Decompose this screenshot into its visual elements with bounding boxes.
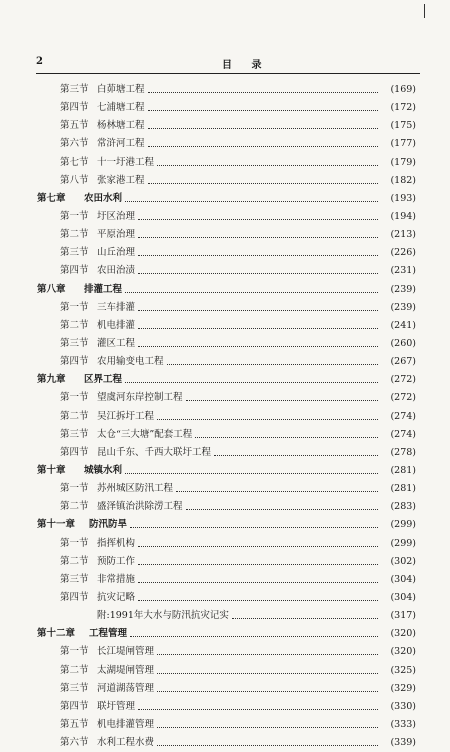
entry-title: 平原治理: [97, 229, 136, 241]
entry-title: 盛泽镇治洪除涝工程: [97, 501, 183, 513]
entry-number: 第一节: [60, 301, 89, 313]
entry-page-number: (272): [390, 392, 416, 404]
entry-page-number: (320): [390, 646, 416, 658]
entry-number: 第六节: [60, 737, 89, 749]
entry-number: 第三节: [60, 84, 89, 95]
entry-title: 河道湖荡管理: [97, 682, 155, 694]
entry-page-number: (226): [390, 247, 416, 259]
entry-page-number: (281): [390, 483, 416, 495]
dot-leader: [157, 745, 378, 746]
entry-page-number: (239): [390, 301, 416, 313]
entry-number: 第八节: [60, 174, 89, 186]
entry-title: 排灌工程: [84, 283, 123, 295]
toc-chapter-entry[interactable]: [0, 281, 450, 299]
entry-title: 联圩管理: [97, 700, 136, 712]
dot-leader: [157, 691, 378, 692]
entry-page-number: (241): [390, 319, 416, 331]
entry-page-number: (172): [390, 102, 416, 114]
toc-section-entry[interactable]: [0, 571, 450, 589]
entry-number: 第十二章: [37, 628, 76, 640]
dot-leader: [157, 673, 378, 674]
entry-title: 杨林塘工程: [97, 120, 145, 132]
toc-section-entry[interactable]: [0, 553, 450, 571]
dot-leader: [125, 292, 378, 293]
entry-page-number: (267): [390, 356, 416, 368]
page-header: [36, 56, 420, 70]
entry-page-number: (274): [390, 410, 416, 422]
toc-chapter-entry[interactable]: [0, 190, 450, 208]
dot-leader: [138, 255, 378, 256]
dot-leader: [138, 273, 378, 274]
entry-page-number: (175): [390, 120, 416, 132]
dot-leader: [125, 382, 378, 383]
entry-title: 山丘治理: [97, 247, 136, 259]
page-title: 目 录: [222, 60, 270, 71]
header-rule: [36, 73, 420, 74]
toc-section-entry[interactable]: [0, 208, 450, 226]
entry-title: 水利工程水费: [97, 737, 155, 749]
entry-number: 第四节: [60, 700, 89, 712]
entry-number: 第五节: [60, 718, 89, 730]
entry-title: 长江堤闸管理: [97, 646, 155, 658]
entry-page-number: (330): [390, 700, 416, 712]
entry-title: 抗灾记略: [97, 591, 136, 603]
toc-section-entry[interactable]: [0, 716, 450, 734]
dot-leader: [138, 346, 378, 347]
toc-chapter-entry[interactable]: [0, 462, 450, 480]
entry-number: 第一节: [60, 537, 89, 549]
dot-leader: [138, 219, 378, 220]
toc-section-entry[interactable]: [0, 317, 450, 335]
entry-number: 第四节: [60, 591, 89, 603]
entry-title: 白茆塘工程: [97, 84, 145, 95]
dot-leader: [148, 146, 378, 147]
dot-leader: [148, 183, 378, 184]
entry-number: 第六节: [60, 138, 89, 150]
entry-page-number: (333): [390, 718, 416, 730]
entry-title: 预防工作: [97, 555, 136, 567]
entry-number: 第四节: [60, 356, 89, 368]
toc-section-entry[interactable]: [0, 262, 450, 280]
dot-leader: [148, 92, 378, 93]
entry-title: 十一圩港工程: [97, 156, 155, 168]
entry-number: 第七章: [37, 192, 66, 204]
entry-page-number: (231): [390, 265, 416, 277]
toc-section-entry[interactable]: [0, 244, 450, 262]
toc-section-entry[interactable]: [0, 408, 450, 426]
dot-leader: [232, 618, 378, 619]
toc-section-entry[interactable]: [0, 81, 450, 99]
entry-number: 第三节: [60, 573, 89, 585]
toc-section-entry[interactable]: [0, 154, 450, 172]
entry-title: 灌区工程: [97, 337, 136, 349]
entry-number: 第二节: [60, 555, 89, 567]
entry-page-number: (169): [390, 84, 416, 95]
entry-title: 机电排灌管理: [97, 718, 155, 730]
entry-title: 常浒河工程: [97, 138, 145, 150]
dot-leader: [148, 110, 378, 111]
entry-page-number: (304): [390, 573, 416, 585]
toc-section-entry[interactable]: [0, 498, 450, 516]
entry-number: 第三节: [60, 428, 89, 440]
toc-chapter-entry[interactable]: [0, 371, 450, 389]
entry-page-number: (299): [390, 537, 416, 549]
dot-leader: [176, 491, 378, 492]
dot-leader: [138, 310, 378, 311]
toc-chapter-entry[interactable]: [0, 516, 450, 534]
entry-number: 第九章: [37, 374, 66, 386]
entry-number: 第一节: [60, 392, 89, 404]
page-edge-mark: [424, 4, 425, 18]
dot-leader: [157, 419, 378, 420]
entry-page-number: (274): [390, 428, 416, 440]
entry-number: 第十一章: [37, 519, 76, 531]
dot-leader: [138, 237, 378, 238]
toc-section-entry[interactable]: [0, 299, 450, 317]
dot-leader: [157, 727, 378, 728]
entry-page-number: (239): [390, 283, 416, 295]
toc-section-entry[interactable]: [0, 480, 450, 498]
dot-leader: [214, 455, 378, 456]
entry-page-number: (302): [390, 555, 416, 567]
entry-title: 农用输变电工程: [97, 356, 164, 368]
entry-number: 第三节: [60, 682, 89, 694]
toc-section-entry[interactable]: [0, 426, 450, 444]
dot-leader: [138, 328, 378, 329]
dot-leader: [167, 364, 378, 365]
toc-section-entry[interactable]: [0, 444, 450, 462]
toc-section-entry[interactable]: [0, 698, 450, 716]
entry-page-number: (317): [390, 610, 416, 622]
toc-section-entry[interactable]: [0, 99, 450, 117]
entry-page-number: (283): [390, 501, 416, 513]
entry-page-number: (278): [390, 446, 416, 458]
dot-leader: [130, 527, 378, 528]
page-number: 2: [36, 56, 43, 67]
entry-number: 第三节: [60, 247, 89, 259]
entry-title: 太仓“三大塘”配套工程: [97, 428, 193, 440]
entry-page-number: (320): [390, 628, 416, 640]
dot-leader: [125, 473, 378, 474]
dot-leader: [186, 400, 378, 401]
entry-page-number: (329): [390, 682, 416, 694]
entry-number: 第四节: [60, 446, 89, 458]
entry-title: 区界工程: [84, 374, 123, 386]
entry-number: 第四节: [60, 265, 89, 277]
entry-page-number: (260): [390, 337, 416, 349]
entry-page-number: (299): [390, 519, 416, 531]
entry-page-number: (304): [390, 591, 416, 603]
entry-page-number: (325): [390, 664, 416, 676]
entry-title: 苏州城区防汛工程: [97, 483, 174, 495]
entry-number: 第二节: [60, 501, 89, 513]
entry-page-number: (194): [390, 210, 416, 222]
dot-leader: [130, 636, 378, 637]
toc-section-entry[interactable]: [0, 117, 450, 135]
entry-number: 第一节: [60, 646, 89, 658]
entry-number: 第一节: [60, 483, 89, 495]
toc-section-entry[interactable]: [0, 680, 450, 698]
entry-page-number: (213): [390, 229, 416, 241]
toc-section-entry[interactable]: [0, 535, 450, 553]
entry-title: 农田水利: [84, 192, 123, 204]
entry-title: 机电排灌: [97, 319, 136, 331]
entry-number: 第十章: [37, 464, 66, 476]
toc-section-entry[interactable]: [0, 734, 450, 752]
toc-section-entry[interactable]: [0, 135, 450, 153]
entry-title: 非常措施: [97, 573, 136, 585]
entry-title: 望虞河东岸控制工程: [97, 392, 183, 404]
entry-title: 农田治渍: [97, 265, 136, 277]
dot-leader: [148, 128, 378, 129]
dot-leader: [157, 654, 378, 655]
dot-leader: [138, 564, 378, 565]
dot-leader: [138, 582, 378, 583]
toc-section-entry[interactable]: [0, 353, 450, 371]
entry-number: 第二节: [60, 664, 89, 676]
toc-section-entry[interactable]: [0, 589, 450, 607]
entry-page-number: (281): [390, 464, 416, 476]
entry-title: 指挥机构: [97, 537, 136, 549]
toc-section-entry[interactable]: [0, 226, 450, 244]
entry-title: 太湖堤闸管理: [97, 664, 155, 676]
dot-leader: [138, 600, 378, 601]
entry-page-number: (177): [390, 138, 416, 150]
toc-chapter-entry[interactable]: [0, 625, 450, 643]
entry-number: 第二节: [60, 229, 89, 241]
entry-page-number: (339): [390, 737, 416, 749]
dot-leader: [157, 165, 378, 166]
dot-leader: [186, 509, 378, 510]
entry-number: 第八章: [37, 283, 66, 295]
entry-number: 第四节: [60, 102, 89, 114]
entry-page-number: (193): [390, 192, 416, 204]
entry-number: 第一节: [60, 210, 89, 222]
entry-title: 附:1991年大水与防汛抗灾记实: [97, 610, 229, 622]
entry-title: 三车排灌: [97, 301, 136, 313]
entry-number: 第五节: [60, 120, 89, 132]
entry-page-number: (272): [390, 374, 416, 386]
entry-number: 第二节: [60, 319, 89, 331]
dot-leader: [138, 709, 378, 710]
entry-title: 圩区治理: [97, 210, 136, 222]
entry-title: 工程管理: [89, 628, 128, 640]
entry-title: 吴江拆圩工程: [97, 410, 155, 422]
entry-title: 张家港工程: [97, 174, 145, 186]
entry-title: 七浦塘工程: [97, 102, 145, 114]
entry-page-number: (182): [390, 174, 416, 186]
entry-title: 防汛防旱: [89, 519, 128, 531]
toc-section-entry[interactable]: [0, 389, 450, 407]
toc-section-entry[interactable]: [0, 172, 450, 190]
dot-leader: [138, 546, 378, 547]
toc-section-entry[interactable]: [0, 335, 450, 353]
toc-section-entry[interactable]: [0, 643, 450, 661]
entry-number: 第七节: [60, 156, 89, 168]
toc-appendix-entry[interactable]: [0, 607, 450, 625]
entry-title: 昆山千东、千西大联圩工程: [97, 446, 212, 458]
entry-page-number: (179): [390, 156, 416, 168]
dot-leader: [125, 201, 378, 202]
entry-title: 城镇水利: [84, 464, 123, 476]
entry-number: 第三节: [60, 337, 89, 349]
entry-number: 第二节: [60, 410, 89, 422]
dot-leader: [195, 437, 378, 438]
toc-section-entry[interactable]: [0, 662, 450, 680]
table-of-contents: [0, 81, 450, 752]
